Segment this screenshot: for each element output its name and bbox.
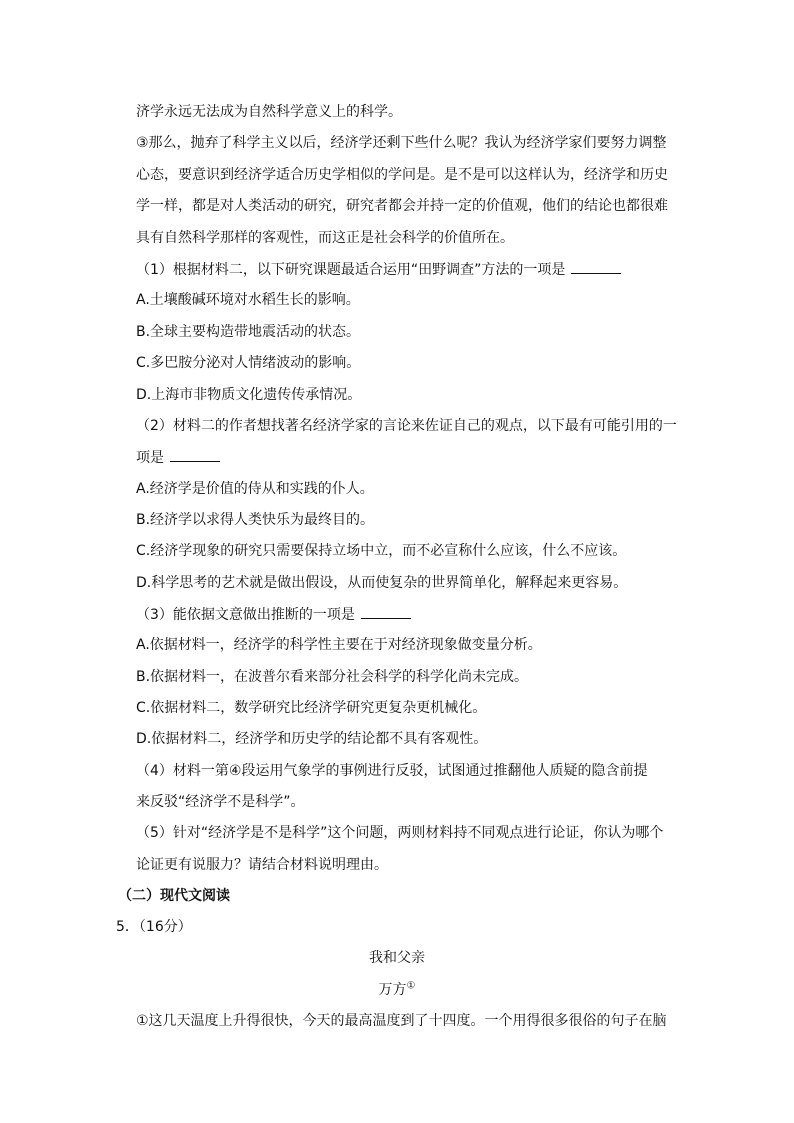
answer-blank[interactable] xyxy=(170,447,220,462)
question-number: 5．（16分） xyxy=(116,919,192,935)
section-heading: （二）现代文阅读 xyxy=(118,888,230,904)
text-line: ③那么，抛弃了科学主义以后，经济学还剩下些什么呢？我认为经济学家们要努力调整 xyxy=(136,135,667,151)
question-2-cont xyxy=(136,447,220,468)
option: C.经济学现象的研究只需要保持立场中立，而不必宣称什么应该，什么不应该。 xyxy=(136,543,627,559)
question-5-cont: 论证更有说服力？请结合材料说明理由。 xyxy=(136,857,388,873)
option: B.经济学以求得人类快乐为最终目的。 xyxy=(136,512,375,528)
question-2-tail: 项是 xyxy=(136,450,164,466)
option: C.依据材料二，数学研究比经济学研究更复杂更机械化。 xyxy=(136,700,487,716)
text-line: 学一样，都是对人类活动的研究，研究者都会并持一定的价值观，他们的结论也都很难 xyxy=(136,198,668,214)
option: A.经济学是价值的侍从和实践的仆人。 xyxy=(136,481,374,497)
answer-blank[interactable] xyxy=(361,604,411,619)
question-5: （5）针对“经济学是不是科学”这个问题，两则材料持不同观点进行论证，你认为哪个 xyxy=(136,825,664,841)
question-3-text: （3）能依据文意做出推断的一项是 xyxy=(136,607,355,623)
option: B.依据材料一，在波普尔看来部分社会科学的科学化尚未完成。 xyxy=(136,669,529,685)
question-4: （4）材料一第④段运用气象学的事例进行反驳，试图通过推翻他人质疑的隐含前提 xyxy=(136,763,648,779)
article-paragraph: ①这几天温度上升得很快，今天的最高温度到了十四度。一个用得很多很俗的句子在脑 xyxy=(136,1013,667,1029)
answer-blank[interactable] xyxy=(571,259,621,274)
article-author xyxy=(0,980,794,1000)
question-2: （2）材料二的作者想找著名经济学家的言论来佐证自己的观点，以下最有可能引用的一 xyxy=(136,418,677,434)
question-4-cont: 来反驳“经济学不是科学”。 xyxy=(136,794,305,810)
text-line: 具有自然科学那样的客观性，而这正是社会科学的价值所在。 xyxy=(136,230,514,246)
text-line: 心态，要意识到经济学适合历史学相似的学问是。是不是可以这样认为，经济学和历史 xyxy=(136,167,668,183)
question-1-text: （1）根据材料二，以下研究课题最适合运用“田野调查”方法的一项是 xyxy=(136,262,566,278)
question-1 xyxy=(136,259,621,280)
author-name: 万方 xyxy=(378,982,407,998)
question-3 xyxy=(136,604,411,625)
footnote-marker: ① xyxy=(406,980,416,992)
option: B.全球主要构造带地震活动的状态。 xyxy=(136,324,361,340)
option: A.依据材料一，经济学的科学性主要在于对经济现象做变量分析。 xyxy=(136,637,542,653)
option: D.依据材料二，经济学和历史学的结论都不具有客观性。 xyxy=(136,731,488,747)
option: D.科学思考的艺术就是做出假设，从而使复杂的世界简单化，解释起来更容易。 xyxy=(136,575,628,591)
article-title: 我和父亲 xyxy=(369,950,425,966)
option: D.上海市非物质文化遗传传承情况。 xyxy=(136,387,362,403)
text-line: 济学永远无法成为自然科学意义上的科学。 xyxy=(136,104,402,120)
option: A.土壤酸碱环境对水稻生长的影响。 xyxy=(136,292,360,308)
option: C.多巴胺分泌对人情绪波动的影响。 xyxy=(136,355,361,371)
